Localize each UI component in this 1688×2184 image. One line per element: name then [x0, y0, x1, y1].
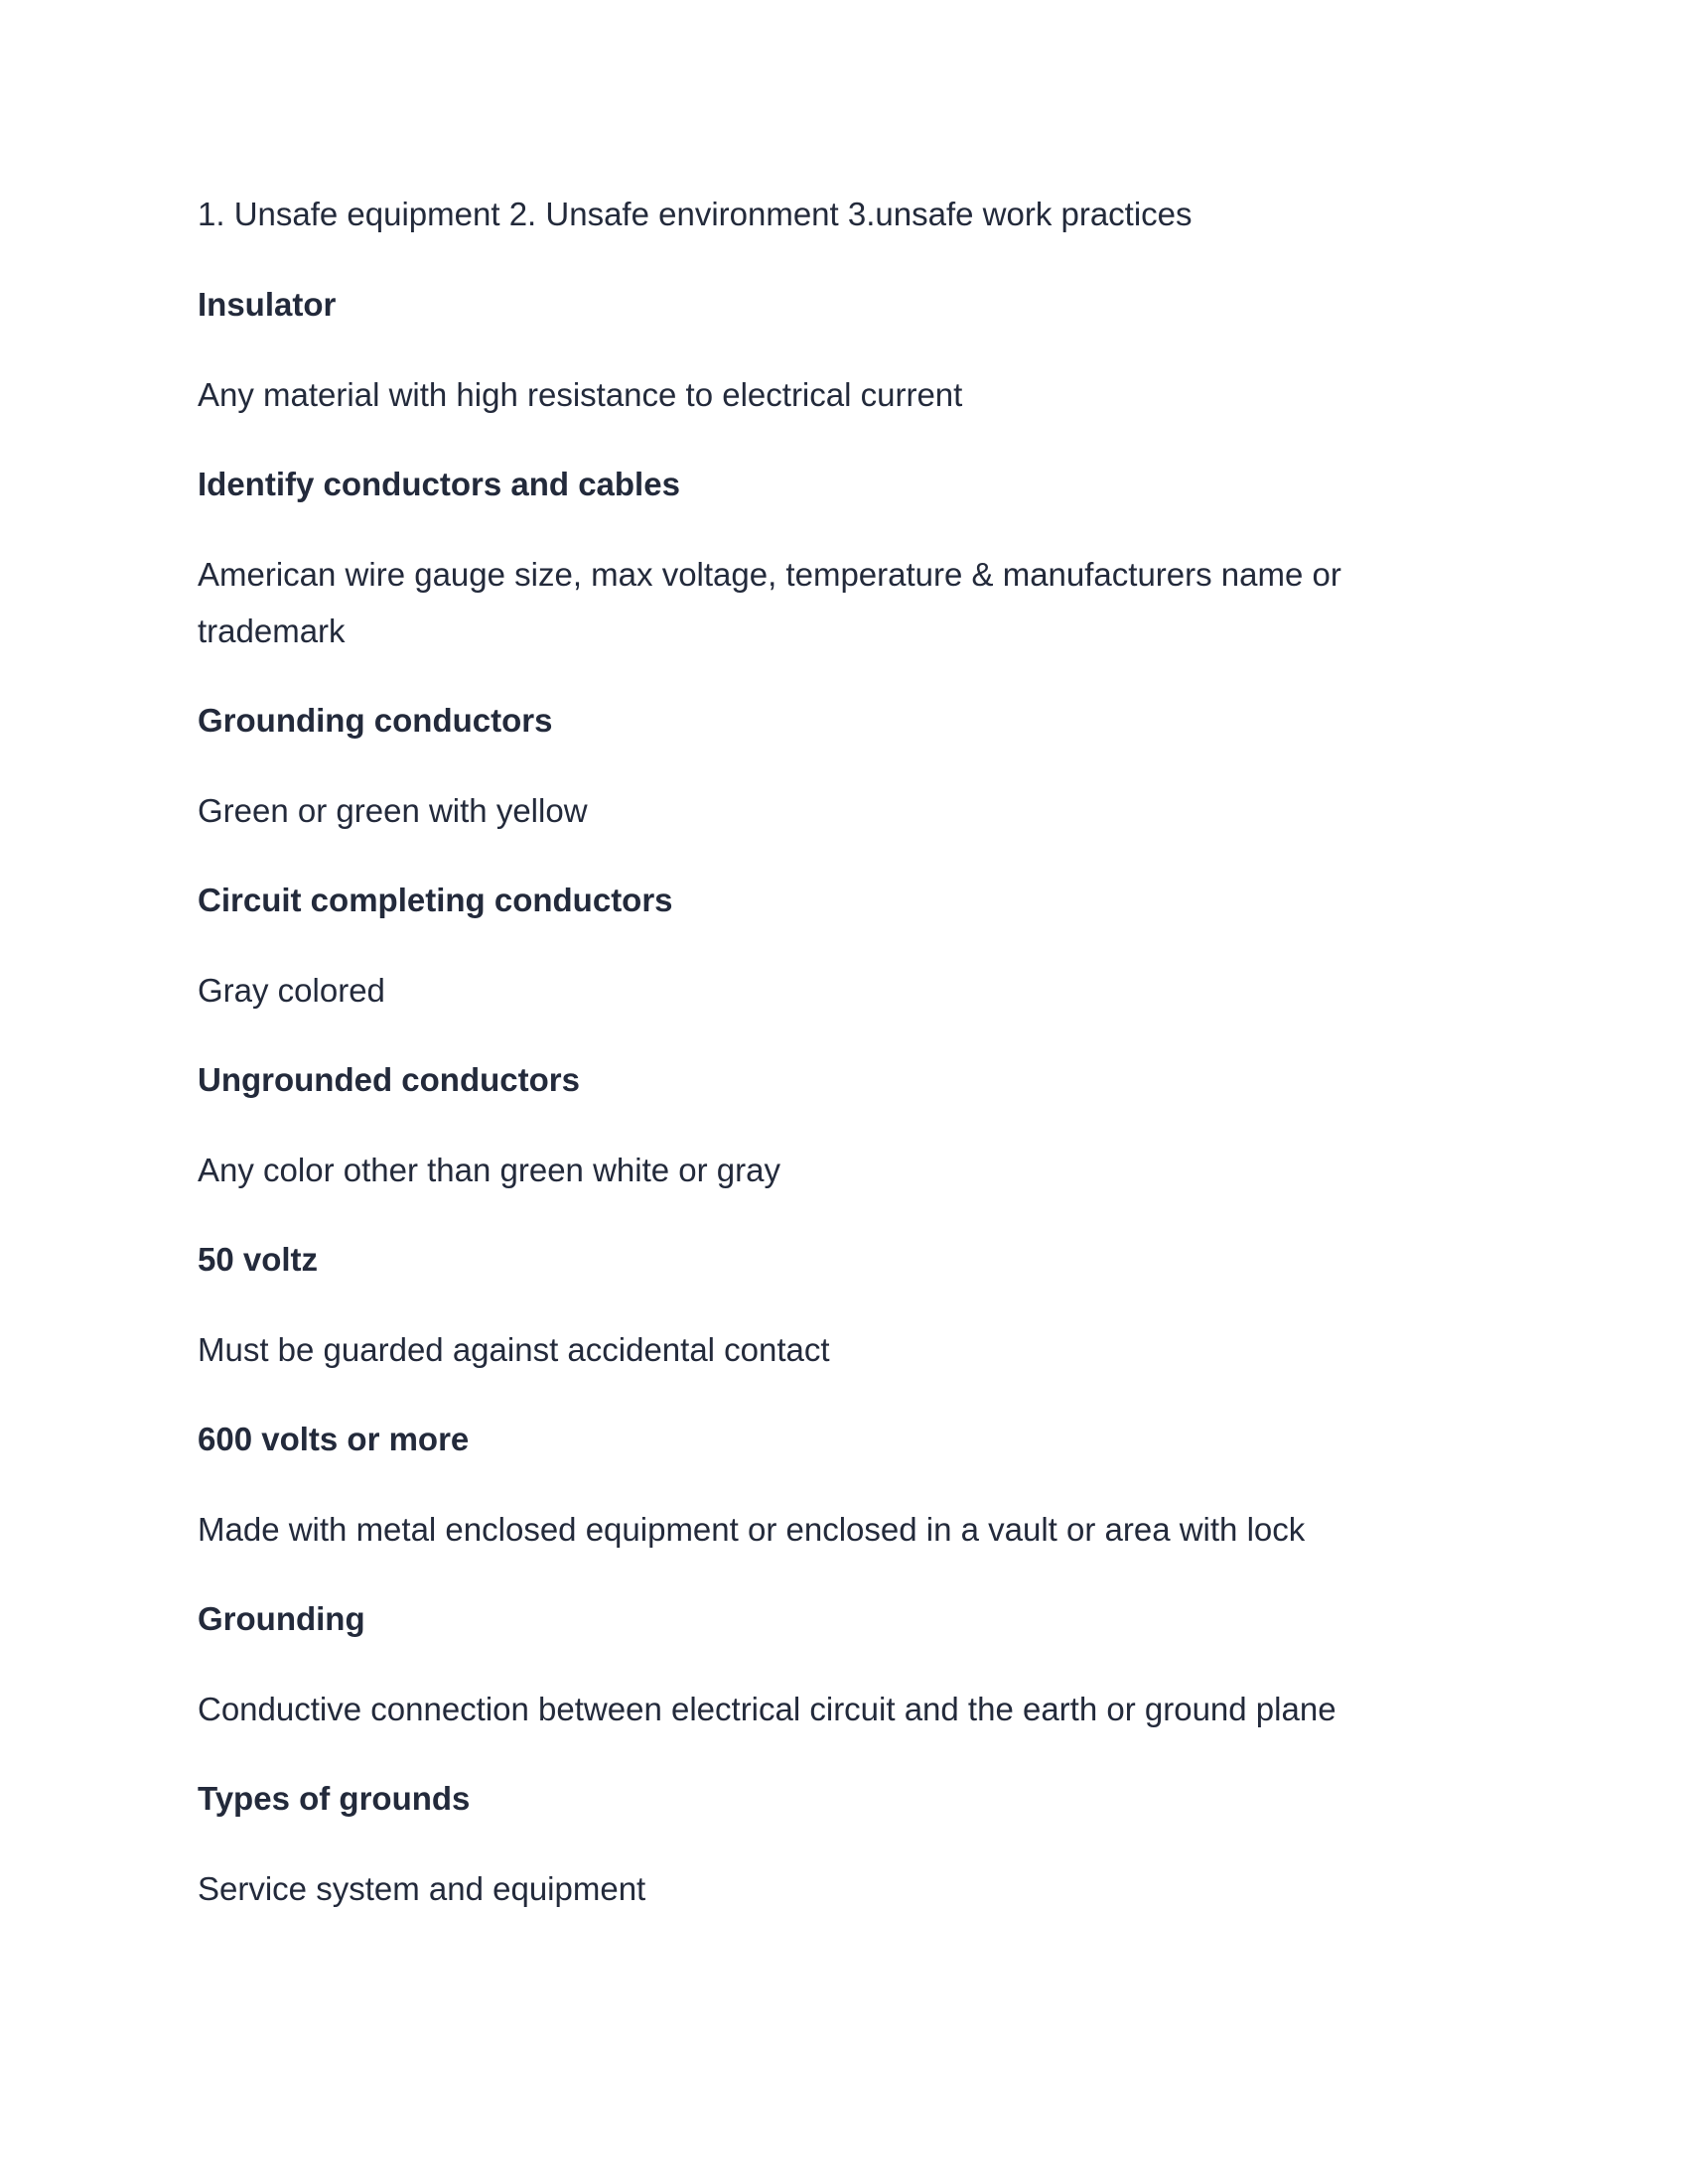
entry-definition: Any color other than green white or gray: [198, 1152, 780, 1188]
entry-definition: Conductive connection between electrical circuit and the earth or ground plane: [198, 1691, 1336, 1727]
entry-term: Grounding conductors: [198, 702, 553, 739]
entry-600-volts: [198, 1420, 1488, 1558]
entry-definition: Made with metal enclosed equipment or enclosed in a vault or area with lock: [198, 1511, 1306, 1548]
entry-grounding: [198, 1599, 1488, 1737]
entry-term: Insulator: [198, 286, 337, 323]
entry-definition: Gray colored: [198, 972, 385, 1009]
entry-term: 50 voltz: [198, 1241, 319, 1278]
entry-circuit-completing: [198, 881, 1488, 1019]
entry-term: Types of grounds: [198, 1780, 471, 1817]
entry-50-voltz: [198, 1240, 1488, 1378]
entry-definition: Any material with high resistance to electrical current: [198, 376, 963, 413]
entry-types-of-grounds: [198, 1779, 1488, 1917]
entry-identify-conductors: [198, 465, 1488, 659]
entry-definition: Green or green with yellow: [198, 792, 588, 829]
entry-term: Identify conductors and cables: [198, 466, 680, 502]
entry-term: Circuit completing conductors: [198, 882, 673, 918]
entry-definition: Must be guarded against accidental contact: [198, 1331, 830, 1368]
entry-definition: Service system and equipment: [198, 1870, 646, 1907]
entry-grounding-conductors: [198, 701, 1488, 839]
entry-ungrounded-conductors: [198, 1060, 1488, 1198]
entry-term: Ungrounded conductors: [198, 1061, 580, 1098]
entry-term: 600 volts or more: [198, 1421, 470, 1457]
intro-text: 1. Unsafe equipment 2. Unsafe environment 3.unsafe work practices: [198, 196, 1193, 232]
entry-definition: American wire gauge size, max voltage, temperature & manufacturers name or trademark: [198, 556, 1341, 649]
entry-insulator: [198, 285, 1488, 423]
entry-term: Grounding: [198, 1600, 365, 1637]
document-page: [198, 195, 1488, 1959]
